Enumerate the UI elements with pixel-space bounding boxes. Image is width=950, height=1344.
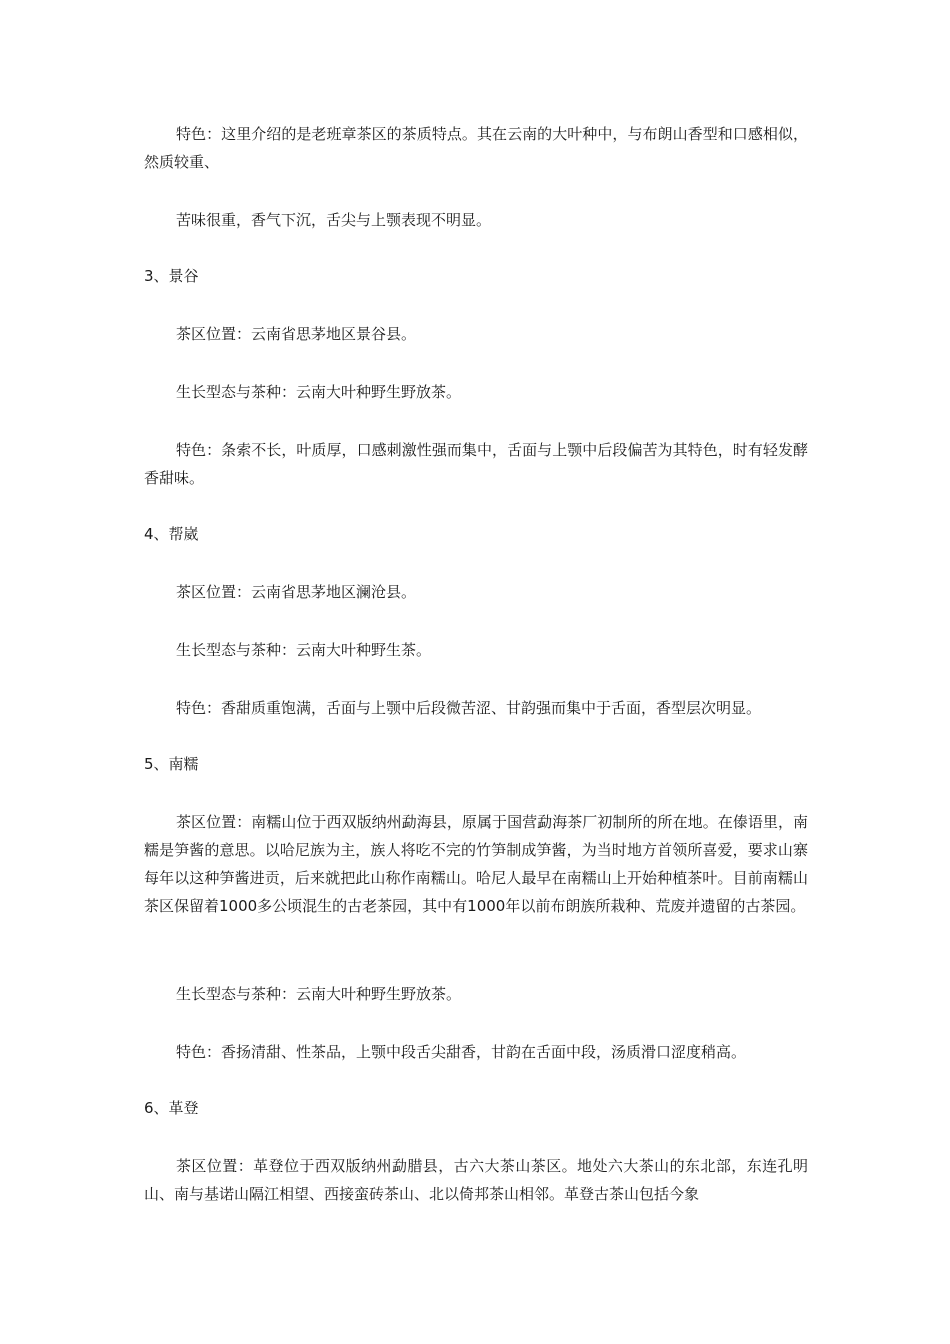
section-heading-gedeng: 6、革登 — [144, 1099, 199, 1117]
paragraph-jinggu-location: 茶区位置：云南省思茅地区景谷县。 — [176, 325, 417, 343]
paragraph-bangwai-growth: 生长型态与茶种：云南大叶种野生茶。 — [176, 641, 432, 659]
paragraph-jinggu-growth: 生长型态与茶种：云南大叶种野生野放茶。 — [176, 383, 462, 401]
paragraph-bangwai-feature: 特色：香甜质重饱满，舌面与上颚中后段微苦涩、甘韵强而集中于舌面，香型层次明显。 — [176, 699, 762, 717]
paragraph-laobanzhang-feature-cont: 苦味很重，香气下沉，舌尖与上颚表现不明显。 — [176, 211, 492, 229]
section-heading-bangwai: 4、帮崴 — [144, 525, 199, 543]
paragraph-jinggu-feature: 特色：条索不长，叶质厚，口感刺激性强而集中，舌面与上颚中后段偏苦为其特色，时有轻发酵香甜味。 — [144, 441, 808, 487]
paragraph-bangwai-location: 茶区位置：云南省思茅地区澜沧县。 — [176, 583, 417, 601]
paragraph-gedeng-location: 茶区位置：革登位于西双版纳州勐腊县，古六大茶山茶区。地处六大茶山的东北部，东连孔明山、南与基诺山隔江相望、西接蛮砖茶山、北以倚邦茶山相邻。革登古茶山包括今象 — [144, 1157, 808, 1203]
paragraph-nannuo-growth: 生长型态与茶种：云南大叶种野生野放茶。 — [176, 985, 462, 1003]
paragraph-nannuo-feature: 特色：香扬清甜、性茶品，上颚中段舌尖甜香，甘韵在舌面中段，汤质滑口涩度稍高。 — [176, 1043, 747, 1061]
paragraph-nannuo-location: 茶区位置：南糯山位于西双版纳州勐海县，原属于国营勐海茶厂初制所的所在地。在傣语里，南糯是笋酱的意思。以哈尼族为主，族人将吃不完的竹笋制成笋酱，为当时地方首领所喜爱，要求山寨每年以这种笋酱进贡，后来就把此山称作南糯山。哈尼人最早在南糯山上开始种植茶叶。目前南糯山茶区保留着1000多公顷混生的古老茶园，其中有1000年以前布朗族所栽种、荒废并遗留的古茶园。 — [144, 813, 808, 915]
section-heading-nannuo: 5、南糯 — [144, 755, 199, 773]
section-heading-jinggu: 3、景谷 — [144, 267, 199, 285]
paragraph-laobanzhang-feature: 特色：这里介绍的是老班章茶区的茶质特点。其在云南的大叶种中，与布朗山香型和口感相似，然质较重、 — [144, 125, 808, 171]
